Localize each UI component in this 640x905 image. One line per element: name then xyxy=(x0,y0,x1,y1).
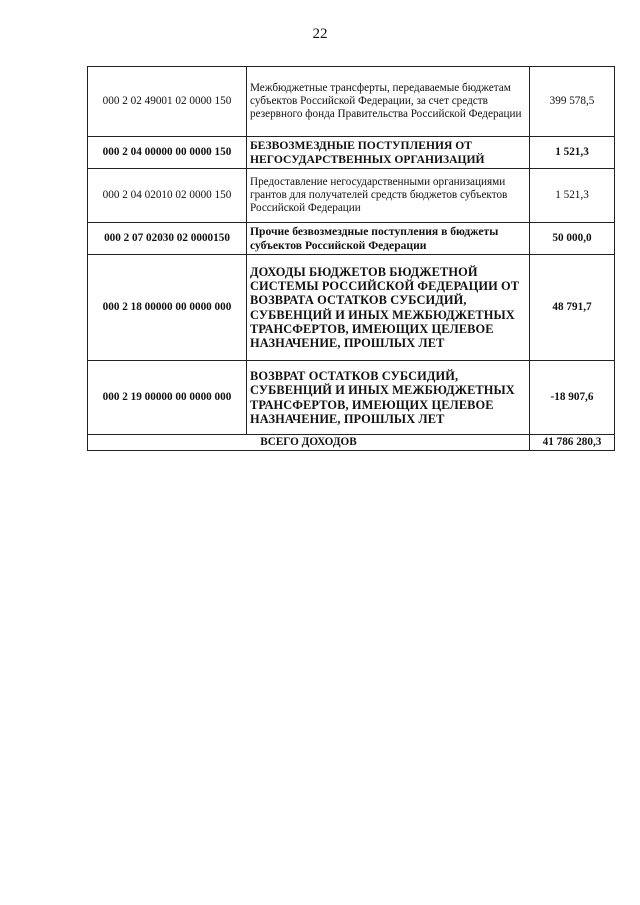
table-row xyxy=(88,223,615,255)
budget-code-cell: 000 2 04 00000 00 0000 150 xyxy=(88,137,247,169)
description-cell: БЕЗВОЗМЕЗДНЫЕ ПОСТУПЛЕНИЯ ОТ НЕГОСУДАРСТВЕННЫХ ОРГАНИЗАЦИЙ xyxy=(247,137,530,169)
description-cell: Прочие безвозмездные поступления в бюджеты субъектов Российской Федерации xyxy=(247,223,530,255)
description-cell: ДОХОДЫ БЮДЖЕТОВ БЮДЖЕТНОЙ СИСТЕМЫ РОССИЙСКОЙ ФЕДЕРАЦИИ ОТ ВОЗВРАТА ОСТАТКОВ СУБСИДИЙ, СУБВЕНЦИЙ И ИНЫХ МЕЖБЮДЖЕТНЫХ ТРАНСФЕРТОВ, ИМЕЮЩИХ ЦЕЛЕВОЕ НАЗНАЧЕНИЕ, ПРОШЛЫХ ЛЕТ xyxy=(247,255,530,361)
table-row xyxy=(88,361,615,435)
total-amount: 41 786 280,3 xyxy=(530,435,615,451)
table-row xyxy=(88,255,615,361)
page-number: 22 xyxy=(312,26,328,42)
description-cell: Предоставление негосударственными организациями грантов для получателей средств бюджетов субъектов Российской Федерации xyxy=(247,169,530,223)
budget-code-cell: 000 2 02 49001 02 0000 150 xyxy=(88,67,247,137)
revenue-table xyxy=(87,66,615,451)
budget-code-cell: 000 2 07 02030 02 0000150 xyxy=(88,223,247,255)
amount-cell: 399 578,5 xyxy=(530,67,615,137)
table-row xyxy=(88,169,615,223)
description-cell: Межбюджетные трансферты, передаваемые бюджетам субъектов Российской Федерации, за счет средств резервного фонда Правительства Российской Федерации xyxy=(247,67,530,137)
budget-code-cell: 000 2 04 02010 02 0000 150 xyxy=(88,169,247,223)
amount-cell: 50 000,0 xyxy=(530,223,615,255)
table-row xyxy=(88,67,615,137)
amount-cell: 1 521,3 xyxy=(530,169,615,223)
description-cell: ВОЗВРАТ ОСТАТКОВ СУБСИДИЙ, СУБВЕНЦИЙ И ИНЫХ МЕЖБЮДЖЕТНЫХ ТРАНСФЕРТОВ, ИМЕЮЩИХ ЦЕЛЕВОЕ НАЗНАЧЕНИЕ, ПРОШЛЫХ ЛЕТ xyxy=(247,361,530,435)
budget-code-cell: 000 2 19 00000 00 0000 000 xyxy=(88,361,247,435)
total-row xyxy=(88,435,615,451)
amount-cell: -18 907,6 xyxy=(530,361,615,435)
amount-cell: 1 521,3 xyxy=(530,137,615,169)
total-label: ВСЕГО ДОХОДОВ xyxy=(88,435,530,451)
amount-cell: 48 791,7 xyxy=(530,255,615,361)
table-row xyxy=(88,137,615,169)
budget-code-cell: 000 2 18 00000 00 0000 000 xyxy=(88,255,247,361)
